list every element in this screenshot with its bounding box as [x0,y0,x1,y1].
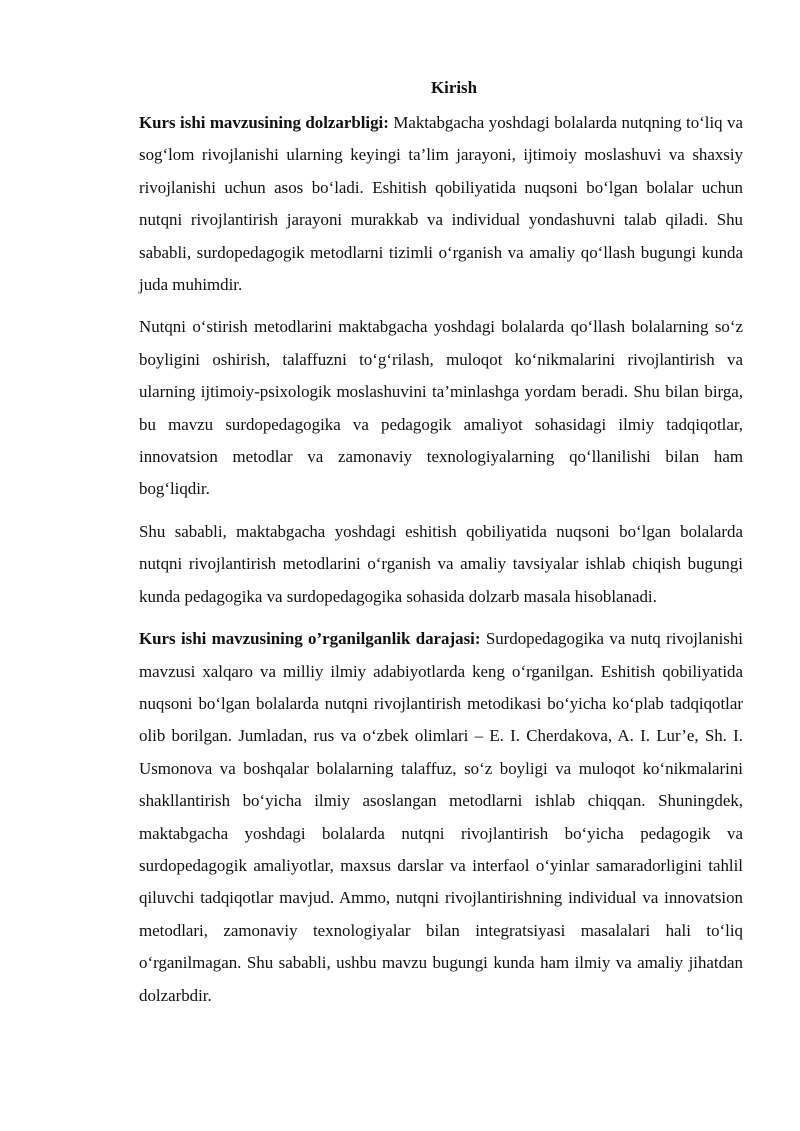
paragraph-conclusion [139,516,743,613]
document-body [139,70,743,1022]
paragraph-lead: Kurs ishi mavzusining dolzarbligi: [139,113,389,132]
paragraph-text: Surdopedagogika va nutq rivojlanishi mavzusi xalqaro va milliy ilmiy adabiyotlarda keng o‘rganilgan. Eshitish qobiliyatida nuqsoni bo‘lgan bolalarda nutqni rivojlantirish metodikasi bo‘yicha ko‘plab tadqiqotlar olib borilgan. Jumladan, rus va o‘zbek olimlari – E. I. Cherdakova, A. I. Lur’e, Sh. I. Usmonova va boshqalar bolalarning talaffuz, so‘z boyligi va muloqot ko‘nikmalarini shakllantirish bo‘yicha ilmiy asoslangan metodlarni ishlab chiqqan. Shuningdek, maktabgacha yoshdagi bolalarda nutqni rivojlantirish bo‘yicha pedagogik va surdopedagogik amaliyotlar, maxsus darslar va interfaol o‘yinlar samaradorligini tahlil qiluvchi tadqiqotlar mavjud. Ammo, nutqni rivojlantirishning individual va innovatsion metodlari, zamonaviy texnologiyalar bilan integratsiyasi masalalari hali to‘liq o‘rganilmagan. Shu sababli, ushbu mavzu bugungi kunda ham ilmiy va amaliy jihatdan dolzarbdir. [139,629,744,1005]
paragraph-text: Nutqni o‘stirish metodlarini maktabgacha yoshdagi bolalarda qo‘llash bolalarning so‘z boyligini oshirish, talaffuzni to‘g‘rilash, muloqot ko‘nikmalarini rivojlantirish va ularning ijtimoiy-psixologik moslashuvini ta’minlashga yordam beradi. Shu bilan birga, bu mavzu surdopedagogika va pedagogik amaliyot sohasidagi ilmiy tadqiqotlar, innovatsion metodlar va zamonaviy texnologiyalarning qo‘llanilishi bilan ham bog‘liqdir. [139,317,743,499]
paragraph-text: Shu sababli, maktabgacha yoshdagi eshitish qobiliyatida nuqsoni bo‘lgan bolalarda nutqni rivojlantirish metodlarini o‘rganish va amaliy tavsiyalar ishlab chiqish bugungi kunda pedagogika va surdopedagogika sohasida dolzarb masala hisoblanadi. [139,521,743,606]
page-title: Kirish [431,78,477,97]
paragraph-lead: Kurs ishi mavzusining o’rganilganlik darajasi: [139,629,481,649]
paragraph-text: Maktabgacha yoshdagi bolalarda nutqning to‘liq va sog‘lom rivojlanishi ularning keyingi ta’lim jarayoni, ijtimoiy moslashuvi va shaxsiy rivojlanishi uchun asos bo‘ladi. Eshitish qobiliyatida nuqsoni bo‘lgan bolalar uchun nutqni rivojlantirish jarayoni murakkab va individual yondashuvni talab qiladi. Shu sababli, surdopedagogik metodlarni tizimli o‘rganish va amaliy qo‘llash bugungi kunda juda muhimdir. [139,113,743,295]
paragraph-relevance [139,107,743,301]
paragraph-study-level [139,623,743,1012]
paragraph-methods [139,311,743,505]
